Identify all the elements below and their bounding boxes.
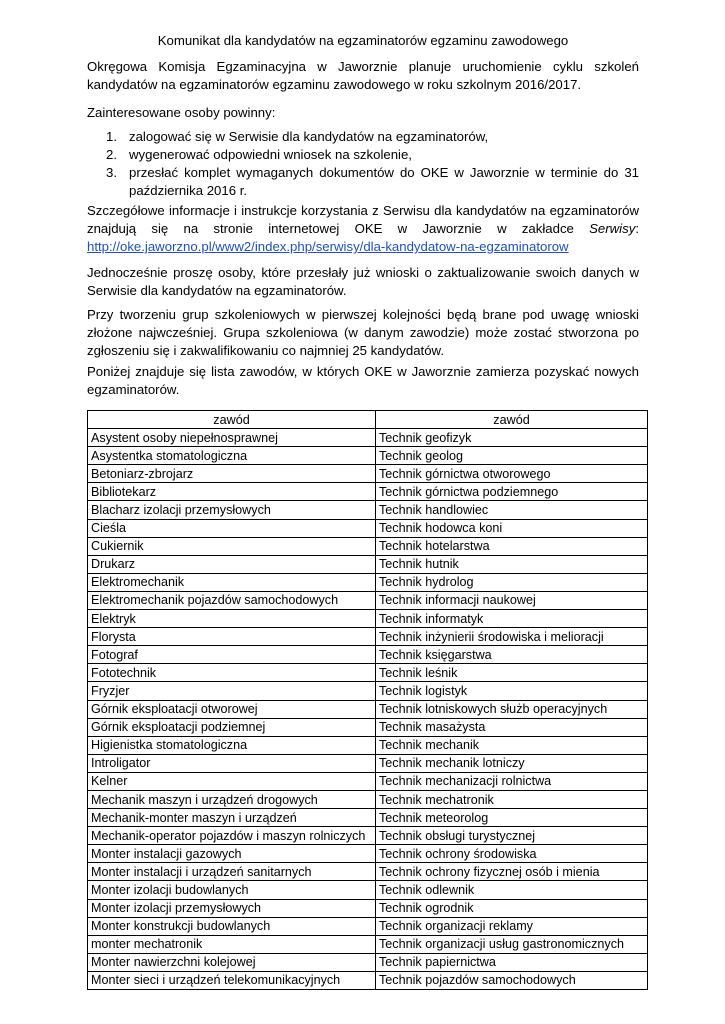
table-row <box>88 628 648 646</box>
list-item <box>106 164 639 200</box>
details-paragraph <box>87 202 639 256</box>
table-cell: Technik geofizyk <box>376 429 648 447</box>
table-cell: Florysta <box>88 628 376 646</box>
table-row <box>88 646 648 664</box>
table-cell: Mechanik-monter maszyn i urządzeń <box>88 809 376 827</box>
table-cell: Technik informacji naukowej <box>376 591 648 609</box>
table-row <box>88 953 648 971</box>
column-header: zawód <box>88 411 376 429</box>
table-cell: Elektromechanik pojazdów samochodowych <box>88 591 376 609</box>
groups-paragraph: Przy tworzeniu grup szkoleniowych w pierwszej kolejności będą brane pod uwagę wnioski złożone najwcześniej. Grupa szkoleniowa (w danym zawodzie) może zostać stworzona po zgłoszeniu się i zakwalifikowaniu co najmniej 25 kandydatów. <box>87 307 639 358</box>
table-cell: Monter instalacji gazowych <box>88 845 376 863</box>
table-row <box>88 917 648 935</box>
details-colon: : <box>635 221 639 236</box>
table-cell: Technik organizacji reklamy <box>376 917 648 935</box>
table-row <box>88 809 648 827</box>
table-cell: Mechanik-operator pojazdów i maszyn rolniczych <box>88 827 376 845</box>
table-cell: Fototechnik <box>88 664 376 682</box>
table-cell: Technik geolog <box>376 447 648 465</box>
serwisy-tab-name: Serwisy <box>589 221 636 236</box>
table-cell: Technik hydrolog <box>376 573 648 591</box>
table-cell: Górnik eksploatacji otworowej <box>88 700 376 718</box>
table-cell: Monter instalacji i urządzeń sanitarnych <box>88 863 376 881</box>
table-row <box>88 790 648 808</box>
table-cell: Monter izolacji przemysłowych <box>88 899 376 917</box>
table-cell: Technik mechatronik <box>376 790 648 808</box>
table-cell: Technik lotniskowych służb operacyjnych <box>376 700 648 718</box>
table-cell: Technik hotelarstwa <box>376 537 648 555</box>
table-cell: Technik górnictwa podziemnego <box>376 483 648 501</box>
table-row <box>88 610 648 628</box>
step-text: zalogować się w Serwisie dla kandydatów na egzaminatorów, <box>129 129 489 144</box>
table-cell: Cieśla <box>88 519 376 537</box>
intro-paragraph: Okręgowa Komisja Egzaminacyjna w Jaworznie planuje uruchomienie cyklu szkoleń kandydatów na egzaminatorów egzaminu zawodowego w roku szkolnym 2016/2017. <box>87 59 639 92</box>
table-cell: Technik papiernictwa <box>376 953 648 971</box>
table-row <box>88 682 648 700</box>
table-cell: Technik mechanizacji rolnictwa <box>376 772 648 790</box>
table-cell: Technik ogrodnik <box>376 899 648 917</box>
list-item <box>106 128 639 146</box>
table-cell: Elektryk <box>88 610 376 628</box>
table-cell: Technik mechanik lotniczy <box>376 754 648 772</box>
table-cell: Technik masażysta <box>376 718 648 736</box>
table-cell: Asystent osoby niepełnosprawnej <box>88 429 376 447</box>
update-paragraph: Jednocześnie proszę osoby, które przesłały już wnioski o zaktualizowanie swoich danych w Serwisie dla kandydatów na egzaminatorów. <box>87 265 639 298</box>
table-cell: Technik pojazdów samochodowych <box>376 971 648 989</box>
table-row <box>88 573 648 591</box>
table-row <box>88 537 648 555</box>
table-row <box>88 935 648 953</box>
step-number: 1. <box>106 129 117 144</box>
list-item <box>106 146 639 164</box>
list-intro-paragraph: Poniżej znajduje się lista zawodów, w których OKE w Jaworznie zamierza pozyskać nowych egzaminatorów. <box>87 364 639 397</box>
table-cell: Drukarz <box>88 555 376 573</box>
table-cell: Technik leśnik <box>376 664 648 682</box>
serwis-link[interactable]: http://oke.jaworzno.pl/www2/index.php/serwisy/dla-kandydatow-na-egzaminatorow <box>87 239 569 254</box>
table-cell: monter mechatronik <box>88 935 376 953</box>
table-cell: Technik inżynierii środowiska i melioracji <box>376 628 648 646</box>
table-row <box>88 429 648 447</box>
table-cell: Górnik eksploatacji podziemnej <box>88 718 376 736</box>
table-cell: Mechanik maszyn i urządzeń drogowych <box>88 790 376 808</box>
table-row <box>88 881 648 899</box>
table-cell: Higienistka stomatologiczna <box>88 736 376 754</box>
table-cell: Fotograf <box>88 646 376 664</box>
table-row <box>88 664 648 682</box>
table-cell: Technik handlowiec <box>376 501 648 519</box>
table-cell: Technik hodowca koni <box>376 519 648 537</box>
table-cell: Technik górnictwa otworowego <box>376 465 648 483</box>
table-row <box>88 863 648 881</box>
table-row <box>88 971 648 989</box>
table-row <box>88 447 648 465</box>
professions-table <box>87 410 648 990</box>
table-cell: Technik ochrony fizycznej osób i mienia <box>376 863 648 881</box>
table-row <box>88 700 648 718</box>
table-row <box>88 465 648 483</box>
step-number: 2. <box>106 147 117 162</box>
table-cell: Technik hutnik <box>376 555 648 573</box>
steps-list <box>106 128 639 200</box>
table-cell: Technik meteorolog <box>376 809 648 827</box>
table-cell: Technik obsługi turystycznej <box>376 827 648 845</box>
table-cell: Fryzjer <box>88 682 376 700</box>
table-row <box>88 754 648 772</box>
table-body <box>88 429 648 990</box>
page-title: Komunikat dla kandydatów na egzaminatorów egzaminu zawodowego <box>157 33 569 48</box>
table-cell: Monter izolacji budowlanych <box>88 881 376 899</box>
step-text: przesłać komplet wymaganych dokumentów do OKE w Jaworznie w terminie do 31 października 2016 r. <box>129 165 639 198</box>
table-cell: Betoniarz-zbrojarz <box>88 465 376 483</box>
table-header-row <box>88 411 648 429</box>
table-row <box>88 899 648 917</box>
table-cell: Bibliotekarz <box>88 483 376 501</box>
table-row <box>88 718 648 736</box>
step-number: 3. <box>106 165 117 180</box>
table-row <box>88 501 648 519</box>
table-cell: Cukiernik <box>88 537 376 555</box>
table-row <box>88 519 648 537</box>
table-row <box>88 845 648 863</box>
table-cell: Technik ochrony środowiska <box>376 845 648 863</box>
table-row <box>88 736 648 754</box>
table-row <box>88 591 648 609</box>
table-cell: Technik informatyk <box>376 610 648 628</box>
table-cell: Kelner <box>88 772 376 790</box>
table-cell: Monter konstrukcji budowlanych <box>88 917 376 935</box>
table-cell: Introligator <box>88 754 376 772</box>
table-row <box>88 772 648 790</box>
details-text: Szczegółowe informacje i instrukcje korzystania z Serwisu dla kandydatów na egzaminatorów znajdują się na stronie internetowej OKE w Jaworznie w zakładce <box>87 203 639 236</box>
step-text: wygenerować odpowiedni wniosek na szkolenie, <box>129 147 412 162</box>
table-row <box>88 555 648 573</box>
table-cell: Blacharz izolacji przemysłowych <box>88 501 376 519</box>
table-cell: Technik mechanik <box>376 736 648 754</box>
table-cell: Elektromechanik <box>88 573 376 591</box>
column-header: zawód <box>376 411 648 429</box>
table-row <box>88 483 648 501</box>
table-cell: Monter sieci i urządzeń telekomunikacyjnych <box>88 971 376 989</box>
table-cell: Technik logistyk <box>376 682 648 700</box>
table-cell: Technik odlewnik <box>376 881 648 899</box>
table-cell: Monter nawierzchni kolejowej <box>88 953 376 971</box>
steps-lead: Zainteresowane osoby powinny: <box>87 105 276 120</box>
table-cell: Technik księgarstwa <box>376 646 648 664</box>
table-cell: Technik organizacji usług gastronomicznych <box>376 935 648 953</box>
table-row <box>88 827 648 845</box>
table-cell: Asystentka stomatologiczna <box>88 447 376 465</box>
